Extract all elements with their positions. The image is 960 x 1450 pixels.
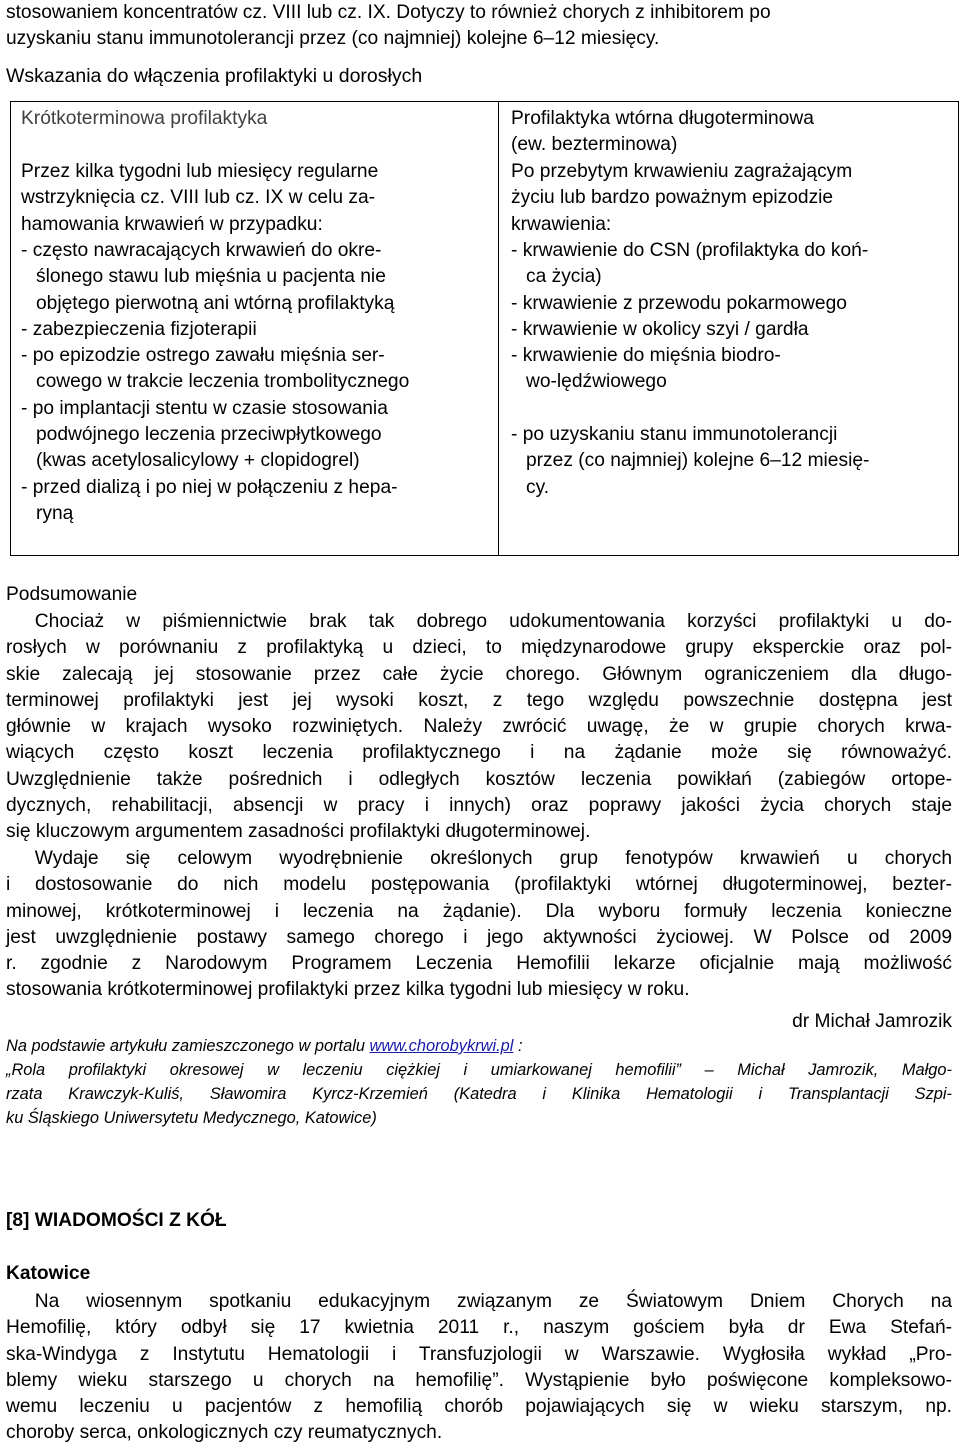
news-line: Hemofilię, który odbył się 17 kwietnia 2011 r., naszym gościem była dr Ewa Stefań-: [6, 1317, 952, 1339]
short-term-line: - często nawracających krwawień do okre-: [21, 239, 382, 261]
summary-p1-line: rosłych w porównaniu z profilaktyką u dzieci, to międzynarodowe grupy eksperckie oraz pol-: [6, 637, 952, 659]
long-term-line: życiu lub bardzo poważnym epizodzie: [511, 187, 834, 209]
news-line: blemy wieku starszego u chorych na hemofilię”. Wystąpienie było poświęcone kompleksowo-: [6, 1369, 952, 1391]
citation-line: ku Śląskiego Uniwersytetu Medycznego, Katowice): [6, 1109, 377, 1127]
intro-line-1: stosowaniem koncentratów cz. VIII lub cz. IX. Dotyczy to również chorych z inhibitorem po: [6, 2, 771, 23]
summary-paragraph-2: [6, 846, 952, 1004]
citation-line: rzata Krawczyk-Kuliś, Sławomira Kyrcz-Krzemień (Katedra i Klinika Hematologii i Transplantacji Szpi-: [6, 1085, 952, 1103]
summary-p2-line: jest uwzględnienie postawy samego chorego i jego aktywności życiowej. W Polsce od 2009: [6, 926, 952, 948]
long-term-line: ca życia): [526, 266, 602, 288]
long-term-line: - po uzyskaniu stanu immunotolerancji: [511, 424, 838, 445]
long-term-header-line-1: Profilaktyka wtórna długoterminowa: [511, 108, 814, 129]
long-term-line: - krwawienie w okolicy szyi / gardła: [511, 318, 809, 340]
citation-prefix: Na podstawie artykułu zamieszczonego w portalu: [6, 1037, 370, 1055]
short-term-line: Przez kilka tygodni lub miesięcy regularne: [21, 161, 379, 182]
short-term-line: wstrzyknięcia cz. VIII lub cz. IX w celu za-: [21, 187, 376, 209]
summary-p2-line: minowej, krótkoterminowej i leczenia na żądanie). Dla wyboru formuły leczenia konieczne: [6, 900, 952, 922]
summary-p1-line: Chociaż w piśmiennictwie brak tak dobrego udokumentowania korzyści profilaktyki u do-: [34, 611, 952, 632]
portal-link[interactable]: www.chorobykrwi.pl: [369, 1037, 514, 1055]
citation-intro: [6, 1034, 523, 1058]
section-title: Wskazania do włączenia profilaktyki u dorosłych: [6, 65, 423, 87]
news-line: ska-Windyga z Instytutu Hematologii i Transfuzjologii w Warszawie. Wygłosiła wykład „Pro-: [6, 1343, 952, 1365]
long-term-header-line-2: (ew. bezterminowa): [511, 134, 678, 155]
short-term-line: hamowania krwawień w przypadku:: [21, 213, 323, 235]
prophylaxis-table: [10, 101, 959, 556]
short-term-header: Krótkoterminowa profilaktyka: [21, 108, 268, 129]
summary-p1-line: dycznych, rehabilitacji, absencji w pracy i innych) oraz poprawy jakości życia chorych staje: [6, 795, 952, 817]
summary-p2-line: stosowania krótkoterminowej profilaktyki przez kilka tygodni lub miesięcy w roku.: [6, 979, 690, 1001]
short-term-line: cowego w trakcie leczenia trombolitycznego: [36, 371, 410, 393]
news-section-heading: [8] WIADOMOŚCI Z KÓŁ: [6, 1210, 227, 1231]
news-paragraph: [6, 1289, 952, 1447]
short-term-column: [11, 102, 499, 556]
summary-p2-line: r. zgodnie z Narodowym Programem Leczenia Hemofilii lekarze oficjalnie mają możliwość: [6, 953, 952, 975]
short-term-line: - zabezpieczenia fizjoterapii: [21, 318, 257, 340]
citation-suffix: :: [513, 1037, 523, 1055]
summary-p1-line: wiących często koszt leczenia profilaktycznego i na żądanie może się równoważyć.: [6, 742, 952, 764]
summary-p1-line: skie zalecają jej stosowanie przez całe życie chorego. Głównym ograniczeniem dla długo-: [6, 663, 952, 685]
short-term-line: ślonego stawu lub mięśnia u pacjenta nie: [36, 266, 386, 288]
long-term-line: przez (co najmniej) kolejne 6–12 miesię-: [526, 450, 870, 472]
summary-p2-line: Wydaje się celowym wyodrębnienie określonych grup fenotypów krwawień u chorych: [34, 848, 952, 869]
short-term-line: objętego pierwotną ani wtórną profilaktyką: [36, 292, 395, 314]
citation-line: „Rola profilaktyki okresowej w leczeniu ciężkiej i umiarkowanej hemofilii” – Michał Jamrozik, Małgo-: [6, 1061, 952, 1079]
short-term-line: - przed dializą i po niej w połączeniu z hepa-: [21, 476, 398, 498]
summary-p1-line: terminowej profilaktyki jest jej wysoki koszt, z tego względu powszechnie dostępna jest: [6, 689, 952, 711]
long-term-line: - krwawienie do CSN (profilaktyka do koń-: [511, 239, 869, 261]
summary-p1-line: głównie w krajach wysoko rozwiniętych. Należy zwrócić uwagę, że w grupie chorych krwa-: [6, 716, 952, 738]
long-term-line: wo-lędźwiowego: [526, 371, 667, 393]
short-term-line: - po epizodzie ostrego zawału mięśnia ser-: [21, 345, 385, 367]
long-term-line: - krwawienie z przewodu pokarmowego: [511, 292, 847, 314]
summary-p1-line: się kluczowym argumentem zasadności profilaktyki długoterminowej.: [6, 821, 591, 843]
intro-line-2: uzyskaniu stanu immunotolerancji przez (co najmniej) kolejne 6–12 miesięcy.: [6, 28, 660, 49]
long-term-line: cy.: [526, 476, 550, 498]
news-line: choroby serca, onkologicznych czy reumatycznych.: [6, 1422, 443, 1444]
long-term-line: Po przebytym krwawieniu zagrażającym: [511, 161, 853, 182]
long-term-line: krwawienia:: [511, 213, 612, 235]
author-signature: dr Michał Jamrozik: [792, 1011, 952, 1032]
summary-title: Podsumowanie: [6, 584, 138, 605]
news-city: Katowice: [6, 1263, 91, 1284]
long-term-line: - krwawienie do mięśnia biodro-: [511, 345, 781, 367]
summary-p1-line: Uwzględnienie także pośrednich i odległych kosztów leczenia powikłań (zabiegów ortope-: [6, 768, 952, 790]
summary-p2-line: i dostosowanie do nich modelu postępowania (profilaktyki wtórnej długoterminowej, bezter-: [6, 874, 952, 896]
long-term-column: [499, 102, 959, 556]
news-line: wemu leczeniu u pacjentów z hemofilią chorób pojawiających się w wieku starszym, np.: [6, 1396, 952, 1418]
short-term-line: ryną: [36, 502, 74, 524]
citation-reference: [6, 1058, 952, 1130]
short-term-line: (kwas acetylosalicylowy + clopidogrel): [36, 450, 360, 472]
short-term-line: podwójnego leczenia przeciwpłytkowego: [36, 424, 382, 445]
summary-paragraph-1: [6, 609, 952, 846]
news-line: Na wiosennym spotkaniu edukacyjnym związanym ze Światowym Dniem Chorych na: [34, 1291, 952, 1312]
short-term-line: - po implantacji stentu w czasie stosowania: [21, 397, 388, 419]
